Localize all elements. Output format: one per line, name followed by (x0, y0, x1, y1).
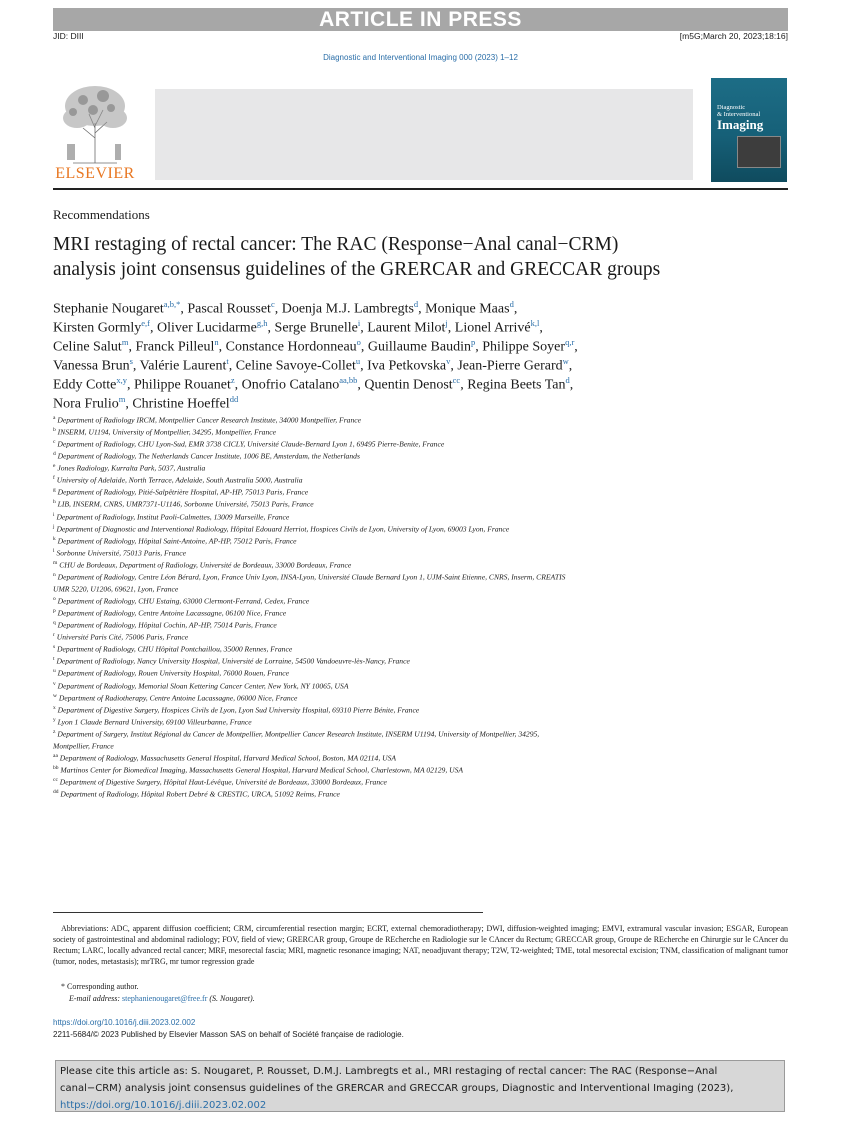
affiliation-item (53, 739, 114, 752)
affiliation-label: k (53, 535, 56, 542)
author-name: , Franck Pilleul (128, 339, 215, 355)
affiliation-label: u (53, 668, 56, 675)
affiliation-label: x (53, 704, 56, 711)
affiliation-item (53, 534, 297, 547)
author-name: Kirsten Gormly (53, 320, 142, 336)
affiliation-marker[interactable]: x,y (116, 375, 128, 385)
affiliation-item (53, 522, 509, 535)
author-name: , Philippe Soyer (475, 339, 566, 355)
affiliation-label: q (53, 620, 56, 627)
affiliation-text: Department of Radiology, Memorial Sloan Kettering Cancer Center, New York, NY 10065, USA (57, 681, 349, 691)
affiliation-item (53, 703, 419, 716)
affiliation-marker[interactable]: w (562, 356, 569, 366)
affiliation-label: t (53, 656, 55, 663)
affiliation-text: Jones Radiology, Kurralta Park, 5037, Australia (57, 463, 206, 473)
affiliation-label: g (53, 487, 56, 494)
affiliation-label: j (53, 523, 55, 530)
affiliation-text: Department of Radiology, The Netherlands Cancer Institute, 1006 BE, Amsterdam, the Netherlands (57, 451, 360, 461)
affiliation-text: Department of Radiology, Nancy University Hospital, Université de Lorraine, 54500 Vandoeuvre-lès-Nancy, France (56, 656, 410, 666)
author-name: , Philippe Rouanet (127, 377, 231, 393)
author-name: , Doenja M.J. Lambregts (274, 301, 414, 317)
journal-id: JID: DIII (53, 31, 84, 41)
article-title-line: MRI restaging of rectal cancer: The RAC (Response−Anal canal−CRM) (53, 234, 619, 255)
affiliation-item (53, 413, 361, 426)
affiliation-marker[interactable]: p (470, 337, 476, 347)
affiliation-item (53, 594, 309, 607)
email-link[interactable]: stephanienougaret@free.fr (122, 994, 208, 1003)
author-name: , Monique Maas (418, 301, 510, 317)
affiliation-text: Department of Radiology, Hôpital Cochin, AP-HP, 75014 Paris, France (57, 620, 277, 630)
affiliation-label: y (53, 716, 56, 723)
affiliation-item (53, 751, 396, 764)
affiliation-label: bb (53, 765, 59, 772)
affiliation-text: Department of Radiology, Centre Antoine Lacassagne, 06100 Nice, France (57, 608, 287, 618)
affiliation-item (53, 437, 444, 450)
affiliation-text: CHU de Bordeaux, Department of Radiology, Université de Bordeaux, 33000 Bordeaux, France (59, 560, 352, 570)
affiliation-item (53, 606, 286, 619)
author-name: Nora Frulio (53, 396, 119, 412)
affiliation-label: o (53, 596, 56, 603)
cover-title-line: & Interventional (717, 111, 761, 118)
affiliation-item (53, 582, 178, 595)
affiliation-label: e (53, 463, 56, 470)
affiliation-label: r (53, 632, 55, 639)
affiliation-label: v (53, 680, 56, 687)
affiliation-item (53, 449, 360, 462)
journal-citation-link[interactable]: Diagnostic and Interventional Imaging 000 (2023) 1–12 (323, 53, 518, 62)
affiliation-marker[interactable]: e,f (141, 318, 150, 328)
affiliation-label: m (53, 559, 58, 566)
article-in-press-banner: ARTICLE IN PRESS (53, 8, 788, 31)
author-name: , Pascal Rousset (180, 301, 271, 317)
affiliation-text: Department of Radiology, CHU Hôpital Pontchaillou, 35000 Rennes, France (57, 644, 293, 654)
author-name: , Laurent Milot (360, 320, 446, 336)
author-name: Celine Salut (53, 339, 122, 355)
author-name: , Christine Hoeffel (125, 396, 230, 412)
affiliation-item (53, 461, 205, 474)
affiliation-item (53, 497, 314, 510)
author-line (53, 389, 238, 415)
copyright-line: 2211-5684/© 2023 Published by Elsevier Masson SAS on behalf of Société française de radiologie. (53, 1030, 404, 1039)
affiliation-item (53, 630, 188, 643)
author-name: , Regina Beets Tan (460, 377, 566, 393)
author-name: , Jean-Pierre Gerard (450, 358, 563, 374)
affiliation-text: Department of Digestive Surgery, Hospices Civils de Lyon, Lyon Sud University Hospital, 69310 Pierre Bénite, France (57, 705, 420, 715)
affiliation-marker[interactable]: dd (229, 394, 239, 404)
doi-link[interactable]: https://doi.org/10.1016/j.diii.2023.02.002 (53, 1018, 196, 1027)
author-name: , (568, 358, 573, 374)
affiliation-text: Department of Radiology, Massachusetts General Hospital, Harvard Medical School, Boston, MA 02114, USA (59, 753, 397, 763)
article-type: Recommendations (53, 207, 150, 222)
affiliation-marker[interactable]: a,b,* (163, 299, 181, 309)
affiliation-text: Department of Radiology, Institut Paoli-Calmettes, 13009 Marseille, France (56, 512, 290, 522)
affiliation-item (53, 727, 539, 740)
author-name: , Oliver Lucidarme (150, 320, 257, 336)
affiliation-label: w (53, 692, 57, 699)
affiliation-label: cc (53, 777, 58, 784)
email-line (69, 994, 255, 1003)
citation-doi-link[interactable]: https://doi.org/10.1016/j.diii.2023.02.002 (60, 1100, 267, 1111)
affiliation-item (53, 546, 186, 559)
affiliation-item (53, 473, 303, 486)
cover-image (737, 136, 781, 168)
author-name: , Onofrio Catalano (234, 377, 340, 393)
affiliation-marker[interactable]: d (413, 299, 419, 309)
affiliation-text: Department of Surgery, Institut Régional du Cancer de Montpellier, Montpellier Cancer Research Institute, INSERM U1194, University of Montpellier, 34295, (57, 729, 540, 739)
footnote-rule (53, 912, 483, 913)
affiliation-item (53, 715, 252, 728)
affiliation-label: p (53, 608, 56, 615)
author-name: , Celine Savoye-Collet (228, 358, 356, 374)
cover-title-line: Diagnostic (717, 104, 746, 111)
affiliation-label: s (53, 644, 56, 651)
affiliation-item (53, 691, 297, 704)
affiliation-text: Department of Radiology IRCM, Montpellier Cancer Research Institute, 34000 Montpellier, France (57, 415, 361, 425)
publisher-name: ELSEVIER (55, 165, 135, 182)
article-title-line: analysis joint consensus guidelines of the GRERCAR and GRECCAR groups (53, 259, 661, 280)
affiliation-item (53, 775, 387, 788)
affiliation-marker[interactable]: u (355, 356, 361, 366)
abbreviations-footnote: Abbreviations: ADC, apparent diffusion coefficient; CRM, circumferential resection margin; ECRT, external chemoradiotherapy; DWI, diffusion-weighted imaging; EMVI, extramural vascular invasion; ESGAR, European society of gastrointestinal and abdominal radiology; FOV, field of view; GRERCAR group, Groupe de REcherche en Radiologie sur le CAncer du Rectum; GRECCAR group, Groupe de REcherche en Chirurgie sur le CAncer du Rectum; LARC, locally advanced rectal cancer; MRF, mesorectal fascia; MRI, magnetic resonance imaging; NAT, neoadjuvant therapy; T2W, T2-weighted; TME, total mesorectal excision; TNM, classification of malignant tumor (tumor, nodes, metastasis); mrTRG, mr tumor regression grade (53, 924, 788, 966)
author-name: , (513, 301, 518, 317)
affiliation-text: Department of Radiology, CHU Lyon-Sud, EMR 3738 CICLY, Université Claude-Bernard Lyon 1, 69495 Pierre-Benite, France (57, 439, 445, 449)
affiliation-item (53, 642, 292, 655)
affiliation-item (53, 679, 348, 692)
affiliation-text: Department of Radiology, Pitié-Salpêtrière Hospital, AP-HP, 75013 Paris, France (57, 487, 309, 497)
affiliation-marker[interactable]: m (118, 394, 126, 404)
author-name: , Constance Hordonneau (218, 339, 357, 355)
citation-box (55, 1060, 785, 1112)
affiliation-label: f (53, 475, 55, 482)
affiliation-item (53, 570, 565, 583)
affiliation-text: University of Adelaide, North Terrace, Adelaide, South Australia 5000, Australia (56, 475, 303, 485)
author-name: , Guillaume Baudin (360, 339, 471, 355)
affiliation-text: Sorbonne Université, 75013 Paris, France (56, 548, 186, 558)
affiliation-text: Department of Radiotherapy, Centre Antoine Lacassagne, 06000 Nice, France (58, 693, 298, 703)
affiliation-label: d (53, 451, 56, 458)
author-name: Vanessa Brun (53, 358, 130, 374)
affiliation-label: a (53, 415, 56, 421)
affiliation-label: l (53, 547, 55, 554)
affiliation-marker[interactable]: d (565, 375, 570, 385)
affiliation-label: z (53, 728, 56, 735)
affiliation-marker[interactable]: v (446, 356, 451, 366)
affiliation-item (53, 558, 351, 571)
affiliation-text: Lyon 1 Claude Bernard University, 69100 Villeurbanne, France (57, 717, 252, 727)
author-name: , Lionel Arrivé (447, 320, 531, 336)
affiliation-item (53, 654, 410, 667)
affiliation-marker[interactable]: q,r (565, 337, 575, 347)
author-name: , (569, 377, 574, 393)
affiliation-marker[interactable]: n (214, 337, 219, 347)
affiliation-marker[interactable]: j (445, 318, 448, 328)
affiliation-label: c (53, 439, 56, 446)
affiliation-label: dd (53, 789, 59, 796)
affiliation-marker[interactable]: c (270, 299, 275, 309)
affiliation-text: Martinos Center for Biomedical Imaging, Massachusetts General Hospital, Harvard Medical School, Charlestown, MA 02129, USA (60, 765, 464, 775)
affiliation-item (53, 618, 277, 631)
affiliation-text: Department of Radiology, Hôpital Robert Debré & CRESTIC, URCA, 51092 Reims, France (60, 789, 340, 799)
author-name: , Iva Petkovska (360, 358, 447, 374)
affiliation-marker[interactable]: i (357, 318, 361, 328)
affiliation-text: Department of Diagnostic and Interventional Radiology, Hôpital Edouard Herriot, Hospices Civils de Lyon, University of Lyon, 69003 Lyon, France (56, 524, 510, 534)
journal-cover-thumbnail[interactable] (711, 78, 787, 182)
affiliation-label: h (53, 499, 56, 506)
affiliation-marker[interactable]: g,h (256, 318, 268, 328)
email-label: E-mail address: (69, 994, 121, 1003)
affiliation-text: Université Paris Cité, 75006 Paris, France (56, 632, 189, 642)
build-stamp: [m5G;March 20, 2023;18:16] (679, 31, 788, 41)
affiliation-text: Department of Radiology, Hôpital Saint-Antoine, AP-HP, 75012 Paris, France (57, 536, 297, 546)
masthead-band (155, 89, 693, 180)
affiliation-text: Department of Digestive Surgery, Hôpital Haut-Lévêque, Université de Bordeaux, 33000 Bordeaux, France (59, 777, 387, 787)
header-rule (53, 188, 788, 190)
author-name: Eddy Cotte (53, 377, 117, 393)
affiliation-text: UMR 5220, U1206, 69621, Lyon, France (53, 584, 179, 594)
affiliation-marker[interactable]: t (226, 356, 229, 366)
affiliation-label: i (53, 511, 55, 518)
affiliation-text: Montpellier, France (53, 741, 114, 751)
email-suffix: (S. Nougaret). (207, 994, 255, 1003)
affiliation-text: Department of Radiology, CHU Estaing, 63000 Clermont-Ferrand, Cedex, France (57, 596, 310, 606)
affiliation-label: b (53, 427, 56, 434)
affiliation-marker[interactable]: o (356, 337, 361, 347)
affiliation-label: aa (53, 752, 58, 759)
affiliation-marker[interactable]: cc (452, 375, 461, 385)
affiliation-marker[interactable]: z (230, 375, 235, 385)
author-name: , (539, 320, 543, 336)
affiliation-item (53, 666, 289, 679)
affiliation-marker[interactable]: aa,bb (339, 375, 358, 385)
affiliation-label: n (53, 571, 56, 578)
tree-icon (53, 78, 137, 166)
affiliation-text: INSERM, U1194, University of Montpellier, 34295, Montpellier, France (57, 427, 277, 437)
author-name: Stephanie Nougaret (53, 301, 164, 317)
citation-text: Please cite this article as: S. Nougaret, P. Rousset, D.M.J. Lambregts et al., MRI restaging of rectal cancer: The RAC (Response−Anal canal−CRM) analysis joint consensus guidelines of the GRERCAR and GRECCAR groups, Diagnostic and Interventional Imaging (2023), (60, 1066, 734, 1094)
corresponding-author-note: * Corresponding author. (61, 982, 139, 991)
author-name: , Valérie Laurent (132, 358, 227, 374)
affiliation-item (53, 763, 463, 776)
affiliation-marker[interactable]: d (509, 299, 514, 309)
affiliation-marker[interactable]: m (121, 337, 129, 347)
author-name: , Quentin Denost (357, 377, 453, 393)
affiliation-text: Department of Radiology, Rouen University Hospital, 76000 Rouen, France (57, 669, 290, 678)
author-name: , Serge Brunelle (267, 320, 358, 336)
affiliation-text: LIB, INSERM, CNRS, UMR7371-U1146, Sorbonne Université, 75013 Paris, France (57, 500, 314, 510)
affiliation-item (53, 510, 289, 523)
affiliation-marker[interactable]: s (129, 356, 133, 366)
affiliation-text: Department of Radiology, Centre Léon Bérard, Lyon, France Univ Lyon, INSA-Lyon, Université Claude Bernard Lyon 1, UJM-Saint Etienne, CNRS, Inserm, CREATIS (57, 572, 566, 582)
affiliation-item (53, 425, 276, 438)
affiliation-item (53, 787, 340, 800)
cover-title-main: Imaging (717, 117, 764, 132)
affiliation-item (53, 485, 308, 498)
author-name: , (574, 339, 578, 355)
affiliation-marker[interactable]: k,l (530, 318, 540, 328)
